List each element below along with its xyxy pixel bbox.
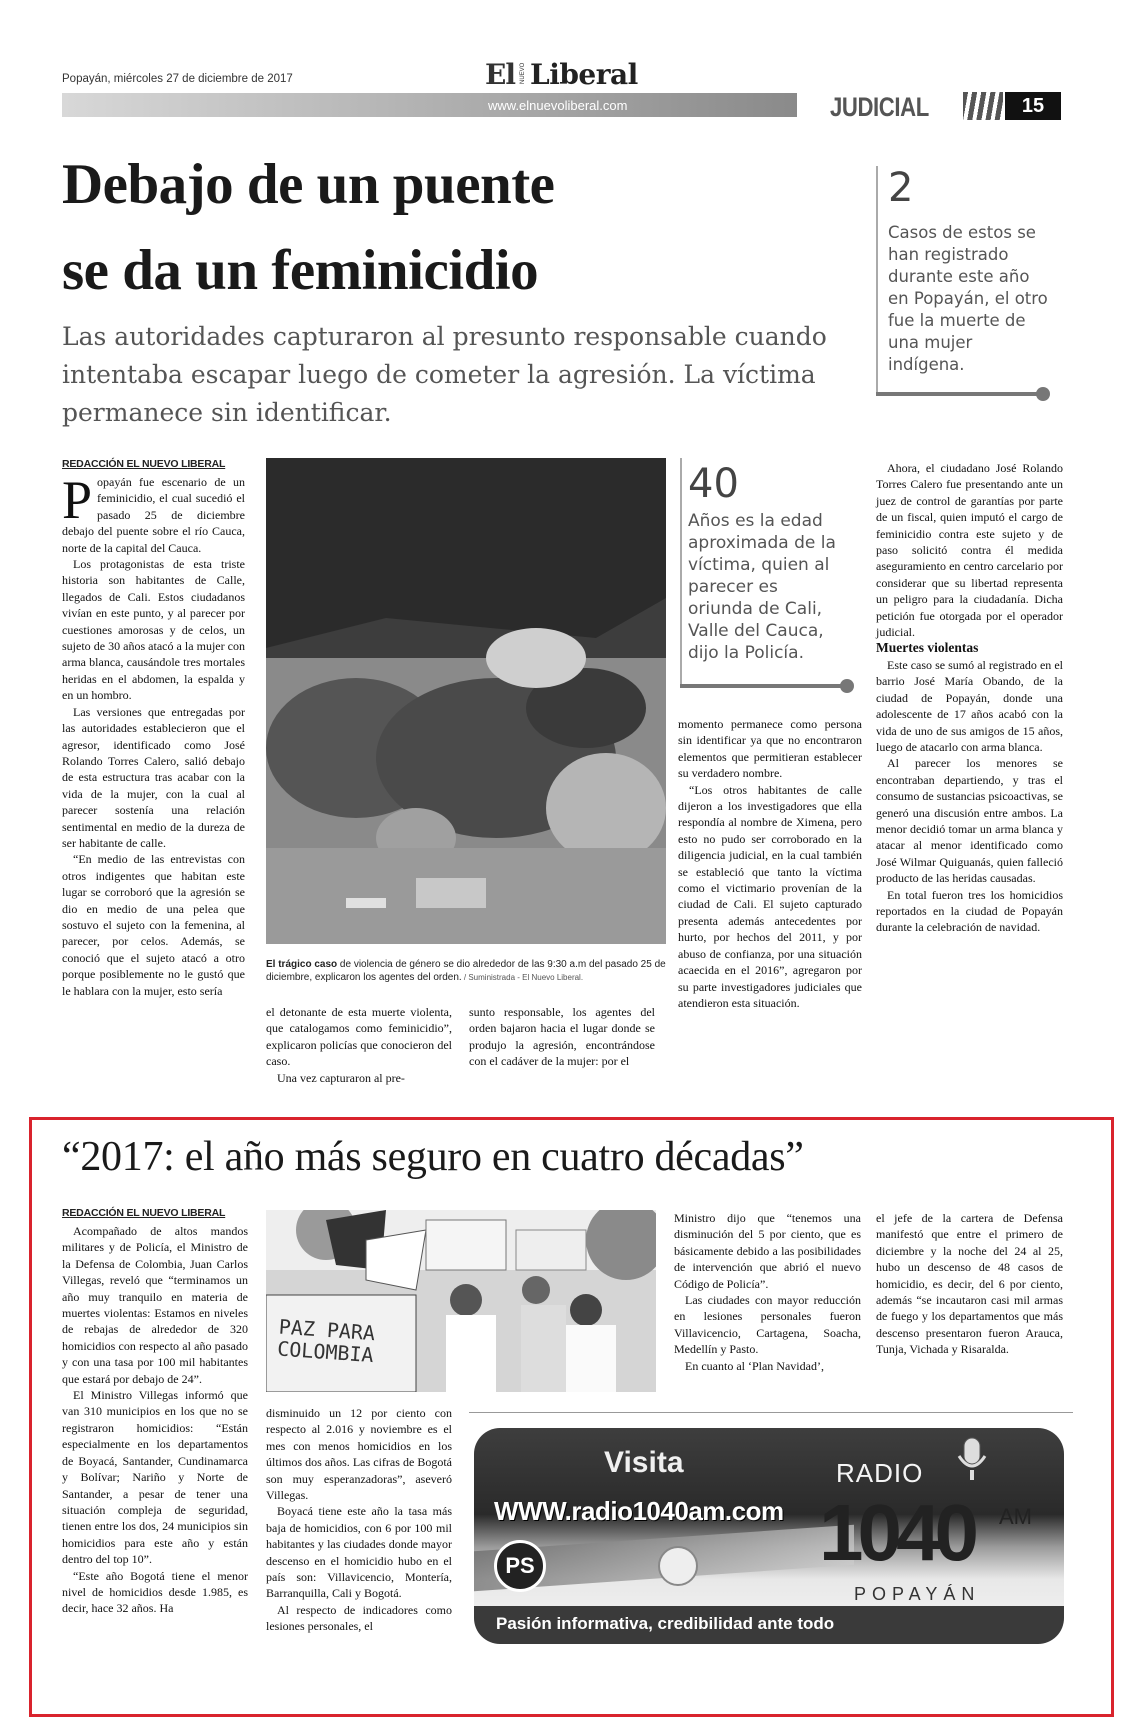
ad-slogan: Pasión informativa, credibilidad ante todo: [496, 1614, 835, 1633]
story1-col3: [469, 1004, 655, 1070]
story1-col1: [62, 458, 245, 999]
factbox-dot: [1036, 387, 1050, 401]
ad-frequency: 1040: [819, 1488, 973, 1577]
factbox-rule: [680, 684, 845, 688]
paragraph: “Los otros habitantes de calle dijeron a los investigadores que ella respondía al nombre de Ximena, pero esto no pudo ser corroborado en la diligencia judicial, en la cual también se estableció que tanto la víctima como el victimario provenían de la ciudad de Cali. El sujeto capturado presenta además antecedentes por hurto, por hechos del 2011, y por abuso de confianza, por una situación acaecida en el 2016”, agregaron por su parte investigadores judiciales que atendieron esta situación.: [678, 782, 862, 1010]
story2-col4: [876, 1210, 1063, 1358]
paragraph: sunto responsable, los agentes del orden bajaron hacia el lugar donde se produjo la agresión, encontrándose con el cadáver de la mujer: por el: [469, 1005, 655, 1069]
ad-emblem-icon: [658, 1546, 698, 1586]
paragraph: Acompañado de altos mandos militares y de Policía, el Ministro de la Defensa de Colombia, Juan Carlos Villegas, reveló que “terminamos un año muy tranquilo en materia de muertes violentas: Estamos en niveles de rebajas de alrededor de 320 homicidios con respecto al año pasado y con una tasa por 100 mil habitantes que estará por debajo de 24”.: [62, 1224, 248, 1386]
factbox-number: 40: [688, 461, 739, 507]
factbox-rule: [876, 392, 1041, 396]
headline-line-1: Debajo de un puente: [62, 153, 555, 216]
protest-photo: [266, 1210, 656, 1392]
paragraph: Una vez capturaron al pre-: [277, 1070, 405, 1085]
section-label: JUDICIAL: [830, 92, 929, 122]
issue-date: Popayán, miércoles 27 de diciembre de 2017: [62, 73, 293, 85]
paragraph: “En medio de las entrevistas con otros indigentes que habitan este lugar se corroboró que la agresión se dio en medio de una pelea que sostuvo el sujeto con la femenina, al parecer, por celos. Además, se conoció que el sujeto atacó a otro porque posiblemente no le gustó que le hablara con la mujer, esto sería: [62, 852, 245, 998]
paragraph: el jefe de la cartera de Defensa manifestó que entre el primero de diciembre y la noche del 24 al 25, hubo un descenso de 48 casos de homicidio, es decir, del 6 por ciento, además “se incautaron casi mil armas de fuego y los departamentos que más descenso presentaron fueron Arauca, Tunja, Vichada y Risaralda.: [876, 1211, 1063, 1357]
paragraph: opayán fue escenario de un feminicidio, el cual sucedió el pasado 25 de diciembre debajo del puente sobre el río Cauca, norte de la capital del Cauca.: [62, 475, 245, 555]
factbox-border: [680, 458, 682, 688]
caption-credit: / Suministrada - El Nuevo Liberal.: [461, 973, 584, 982]
paragraph: Al respecto de indicadores como lesiones personales, el: [266, 1602, 452, 1634]
story1-col2: [266, 1004, 452, 1086]
factbox-cases: [876, 166, 1056, 406]
paragraph: Ahora, el ciudadano José Rolando Torres Calero fue presentando ante un juez de control de garantías por parte de un fiscal, quien imputó el cargo de feminicidio contra este sujeto y de paso solicitó contra él medida aseguramiento en centro carcelario por considerar que su libertad representa un peligro para la ciudadanía. Dicha petición fue otorgada por el operador judicial.: [876, 461, 1063, 640]
ps-logo-text: PS: [505, 1553, 535, 1578]
section-stripes: [963, 92, 1003, 120]
factbox-age: [680, 458, 860, 698]
ad-url[interactable]: WWW.radio1040am.com: [494, 1496, 784, 1526]
ad-city: POPAYÁN: [854, 1584, 981, 1604]
ad-divider: [469, 1412, 1073, 1413]
caption-bold: El trágico caso: [266, 959, 338, 970]
byline: REDACCIÓN EL NUEVO LIBERAL: [62, 1207, 226, 1219]
ad-am: AM: [999, 1504, 1032, 1529]
story1-deck: Las autoridades capturaron al presunto responsable cuando intentaba escapar luego de cometer la agresión. La víctima permanece sin identificar.: [62, 322, 827, 427]
story2-col1: [62, 1207, 248, 1617]
paragraph: Ministro dijo que “tenemos una disminución del 5 por ciento, que es básicamente debido a las posibilidades de intervención que abrió el nuevo Código de Policía”.: [674, 1211, 861, 1291]
factbox-number: 2: [888, 165, 914, 211]
story1-col5: [876, 460, 1063, 936]
byline: REDACCIÓN EL NUEVO LIBERAL: [62, 458, 226, 470]
paragraph: En total fueron tres los homicidios reportados en la ciudad de Popayán durante la celebración de navidad.: [876, 887, 1063, 935]
logo-el: El: [485, 58, 515, 91]
story2-col3: [674, 1210, 861, 1374]
paragraph: Boyacá tiene este año la tasa más baja de homicidios, con 6 por 100 mil habitantes y las ciudades donde mayor descenso en el homicidio hubo en el país son: Villavicencio, Montería, Barranquilla, Cali y Bogotá.: [266, 1504, 452, 1601]
paragraph: “Este año Bogotá tiene el menor nivel de homicidios desde 1.985, es decir, hace 32 años. Ha: [62, 1568, 248, 1616]
paragraph: Las ciudades con mayor reducción en lesiones personales fueron Villavicencio, Cartagena, Soacha, Medellín y Pasto.: [674, 1293, 861, 1357]
dropcap: P: [62, 470, 93, 530]
paragraph: El Ministro Villegas informó que van 310 municipios en los que no se registraron homicidios: “Están especialmente en los departamentos de Boyacá, Santander, Cundinamarca y Bolívar; Nariño y Norte de Santander, a pesar de tener una situación compleja de seguridad, tienen entre los dos, 24 municipios sin homicidios para este año y están dentro del top 10”.: [62, 1388, 248, 1567]
paragraph: En cuanto al ‘Plan Navidad’,: [685, 1358, 824, 1373]
subhead: Muertes violentas: [876, 640, 979, 656]
story2-headline: “2017: el año más seguro en cuatro décadas”: [62, 1134, 804, 1180]
story1-col4: [678, 716, 862, 1011]
paragraph: momento permanece como persona sin identificar ya que no encontraron elementos que permitieran establecer su verdadero nombre.: [678, 717, 862, 781]
headline-line-2: se da un feminicidio: [62, 239, 539, 302]
paragraph: Este caso se sumó al registrado en el barrio José María Obando, de la ciudad de Popayán, donde una adolescente de 17 años acabó con la vida de uno de sus amigos de 15 años, luego de atacarlo con arma blanca.: [876, 657, 1063, 754]
caption-text: de violencia de género se dio alrededor de las 9:30 a.m del pasado 25 de diciembre, explicaron los agentes del orden.: [266, 959, 666, 983]
page-number: 15: [1021, 95, 1045, 117]
factbox-border: [876, 166, 878, 396]
website-url: www.elnuevoliberal.com: [488, 98, 628, 113]
paragraph: Los protagonistas de esta triste historia son habitantes de Calle, llegados de Cali. Estos ciudadanos vivían en este punto, y al parecer por cuestiones amorosas y de celos, un sujeto de 30 años atacó a la mujer con arma blanca, causándole tres mortales heridas en el abdomen, la espalda y en un hombro.: [62, 557, 245, 703]
story2-col2: [266, 1405, 452, 1635]
paragraph: Al parecer los menores se encontraban departiendo, y tras el consumo de sustancias psicoactivas, se generó una discusión entre ambos. La menor decidió tomar un arma blanca y atacar al menor identificado como José Wilmar Quiguanás, quien falleció producto de las heridas causadas.: [876, 756, 1063, 886]
logo-liberal: Liberal: [530, 58, 638, 91]
paragraph: Las versiones que entregadas por las autoridades establecieron que el agresor, identificado como José Rolando Torres Calero, salió debajo de esta estructura tras acabar con la vida de la mujer, con la cual al parecer sostenía una relación sentimental en medio de la dureza de ser habitante de calle.: [62, 704, 245, 850]
crime-scene-image: [266, 458, 666, 944]
photo-caption: [266, 958, 666, 984]
ps-logo-icon: [494, 1540, 546, 1592]
ad-radio-label: RADIO: [836, 1458, 924, 1488]
factbox-description: Casos de estos se han registrado durante este año en Popayán, el otro fue la muerte de una mujer indígena.: [888, 223, 1048, 374]
story1-headline: [62, 142, 554, 314]
paragraph: el detonante de esta muerte violenta, que catalogamos como feminicidio”, explicaron policías que conocieron del caso.: [266, 1005, 452, 1069]
header-bar: [62, 93, 797, 117]
microphone-icon: [954, 1436, 990, 1486]
paragraph: disminuido un 12 por ciento con respecto al 2.016 y noviembre es el mes con menos homicidios en los últimos dos años. Las cifras de Bogotá son muy esperanzadoras”, aseveró Villegas.: [266, 1406, 452, 1503]
protest-sign-text: PAZ PARA COLOMBIA: [276, 1314, 376, 1368]
protest-image: [266, 1210, 656, 1392]
factbox-dot: [840, 679, 854, 693]
radio-ad[interactable]: [474, 1428, 1064, 1644]
ad-visita: Visita: [604, 1446, 684, 1479]
factbox-description: Años es la edad aproximada de la víctima, quien al parecer es oriunda de Cali, Valle del Cauca, dijo la Policía.: [688, 511, 836, 663]
crime-scene-photo: [266, 458, 666, 944]
logo-nuevo: NUEVO: [520, 62, 526, 84]
page-number-box: [1005, 92, 1061, 120]
masthead-logo: [480, 58, 650, 90]
